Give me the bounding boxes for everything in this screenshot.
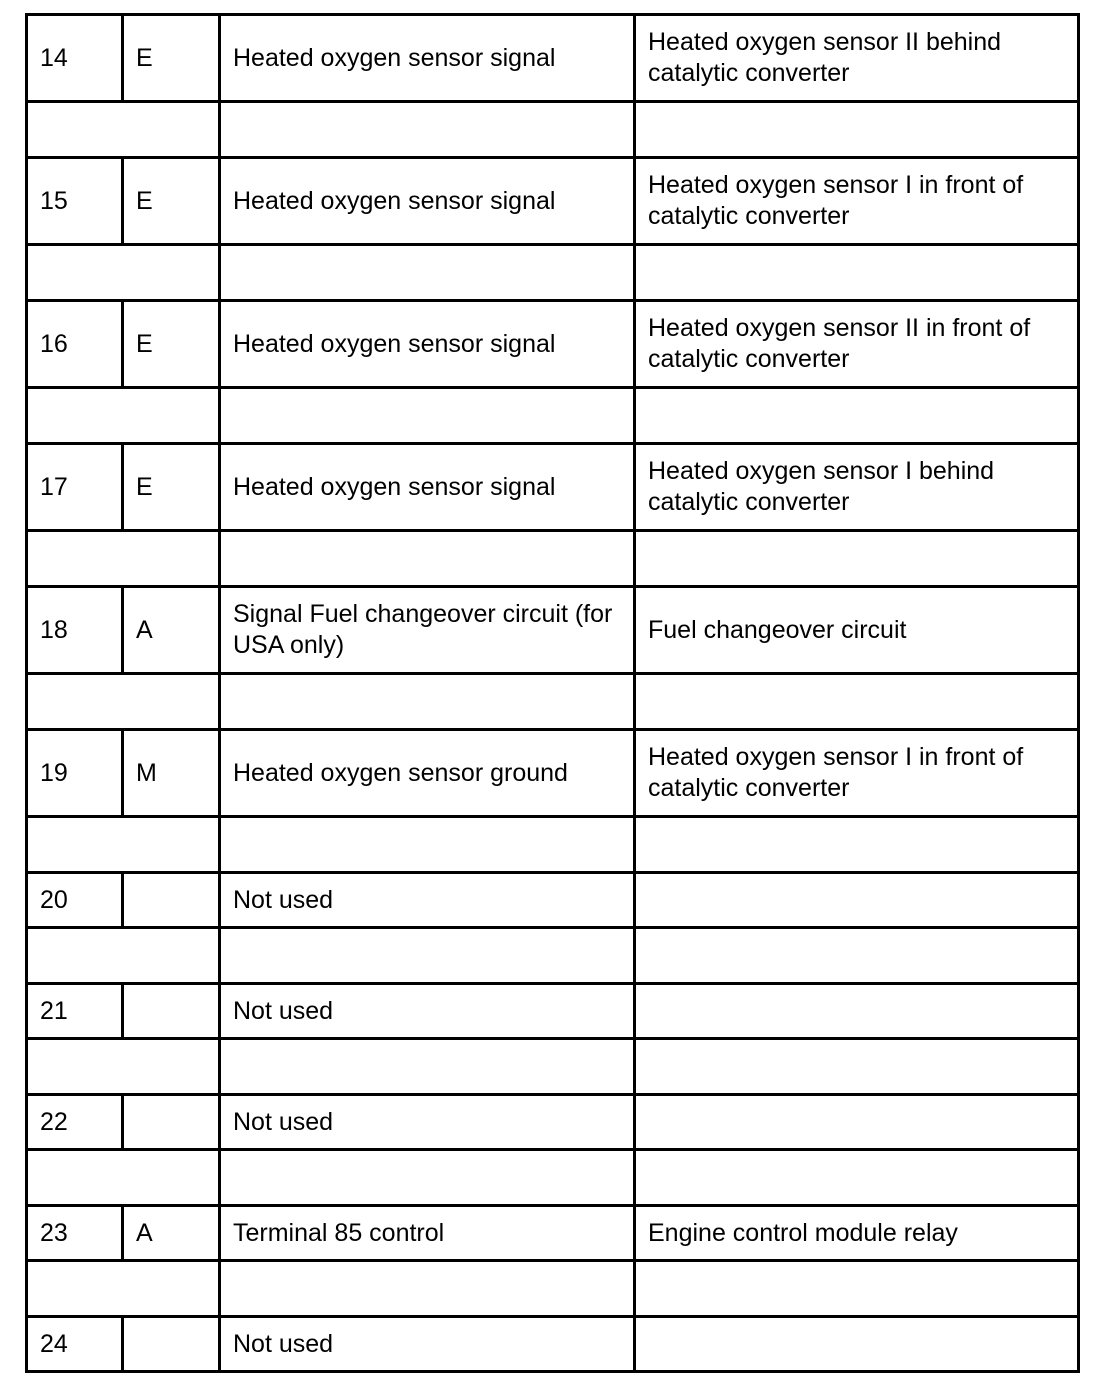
spacer-cell	[220, 1150, 635, 1206]
table-row	[27, 158, 1079, 245]
spacer-cell	[635, 928, 1079, 984]
spacer-row	[27, 531, 1079, 587]
pin-cell: 18	[27, 587, 123, 674]
pin-cell: 14	[27, 15, 123, 102]
table-row	[27, 1095, 1079, 1150]
spacer-cell	[220, 674, 635, 730]
spacer-cell	[220, 817, 635, 873]
spacer-cell	[635, 674, 1079, 730]
spacer-cell	[635, 388, 1079, 444]
spacer-row	[27, 1261, 1079, 1317]
pin-cell: 15	[27, 158, 123, 245]
pin-cell: 20	[27, 873, 123, 928]
spacer-row	[27, 1150, 1079, 1206]
table-body	[27, 15, 1079, 1372]
table-row	[27, 301, 1079, 388]
spacer-cell	[220, 102, 635, 158]
spacer-cell	[220, 928, 635, 984]
component-cell: Heated oxygen sensor II behind catalytic converter	[635, 15, 1079, 102]
table-row	[27, 873, 1079, 928]
spacer-cell	[635, 1039, 1079, 1095]
spacer-cell	[635, 245, 1079, 301]
signal-cell: Heated oxygen sensor signal	[220, 301, 635, 388]
type-cell	[123, 1095, 220, 1150]
spacer-cell	[27, 928, 220, 984]
table-row	[27, 984, 1079, 1039]
type-cell: A	[123, 587, 220, 674]
spacer-cell	[220, 245, 635, 301]
table-row	[27, 444, 1079, 531]
spacer-cell	[220, 388, 635, 444]
type-cell: E	[123, 15, 220, 102]
table-row	[27, 1206, 1079, 1261]
component-cell	[635, 984, 1079, 1039]
component-cell	[635, 1317, 1079, 1372]
component-cell: Heated oxygen sensor I behind catalytic converter	[635, 444, 1079, 531]
signal-cell: Signal Fuel changeover circuit (for USA only)	[220, 587, 635, 674]
spacer-row	[27, 245, 1079, 301]
spacer-cell	[220, 1039, 635, 1095]
spacer-cell	[27, 674, 220, 730]
pin-cell: 23	[27, 1206, 123, 1261]
type-cell	[123, 873, 220, 928]
spacer-cell	[635, 531, 1079, 587]
pin-assignment-table	[25, 13, 1080, 1373]
spacer-cell	[27, 1039, 220, 1095]
pin-cell: 19	[27, 730, 123, 817]
spacer-cell	[635, 817, 1079, 873]
component-cell	[635, 873, 1079, 928]
spacer-row	[27, 928, 1079, 984]
type-cell: E	[123, 444, 220, 531]
signal-cell: Not used	[220, 984, 635, 1039]
table-row	[27, 587, 1079, 674]
spacer-row	[27, 1039, 1079, 1095]
spacer-cell	[27, 1150, 220, 1206]
spacer-cell	[27, 388, 220, 444]
pin-cell: 21	[27, 984, 123, 1039]
component-cell	[635, 1095, 1079, 1150]
spacer-cell	[27, 531, 220, 587]
pin-cell: 22	[27, 1095, 123, 1150]
spacer-cell	[27, 245, 220, 301]
spacer-row	[27, 674, 1079, 730]
component-cell: Engine control module relay	[635, 1206, 1079, 1261]
type-cell	[123, 1317, 220, 1372]
spacer-cell	[220, 531, 635, 587]
signal-cell: Terminal 85 control	[220, 1206, 635, 1261]
signal-cell: Heated oxygen sensor signal	[220, 158, 635, 245]
spacer-cell	[635, 1150, 1079, 1206]
spacer-cell	[220, 1261, 635, 1317]
type-cell: M	[123, 730, 220, 817]
spacer-row	[27, 388, 1079, 444]
type-cell: E	[123, 301, 220, 388]
signal-cell: Heated oxygen sensor signal	[220, 15, 635, 102]
component-cell: Heated oxygen sensor II in front of catalytic converter	[635, 301, 1079, 388]
spacer-cell	[27, 102, 220, 158]
signal-cell: Not used	[220, 1317, 635, 1372]
signal-cell: Heated oxygen sensor signal	[220, 444, 635, 531]
table-row	[27, 1317, 1079, 1372]
table-row	[27, 730, 1079, 817]
spacer-cell	[635, 1261, 1079, 1317]
signal-cell: Not used	[220, 1095, 635, 1150]
spacer-row	[27, 817, 1079, 873]
pin-cell: 17	[27, 444, 123, 531]
table-row	[27, 15, 1079, 102]
component-cell: Heated oxygen sensor I in front of catalytic converter	[635, 730, 1079, 817]
type-cell: A	[123, 1206, 220, 1261]
spacer-cell	[635, 102, 1079, 158]
pin-cell: 24	[27, 1317, 123, 1372]
component-cell: Fuel changeover circuit	[635, 587, 1079, 674]
spacer-cell	[27, 817, 220, 873]
signal-cell: Not used	[220, 873, 635, 928]
signal-cell: Heated oxygen sensor ground	[220, 730, 635, 817]
type-cell: E	[123, 158, 220, 245]
component-cell: Heated oxygen sensor I in front of catalytic converter	[635, 158, 1079, 245]
type-cell	[123, 984, 220, 1039]
pin-cell: 16	[27, 301, 123, 388]
spacer-cell	[27, 1261, 220, 1317]
spacer-row	[27, 102, 1079, 158]
